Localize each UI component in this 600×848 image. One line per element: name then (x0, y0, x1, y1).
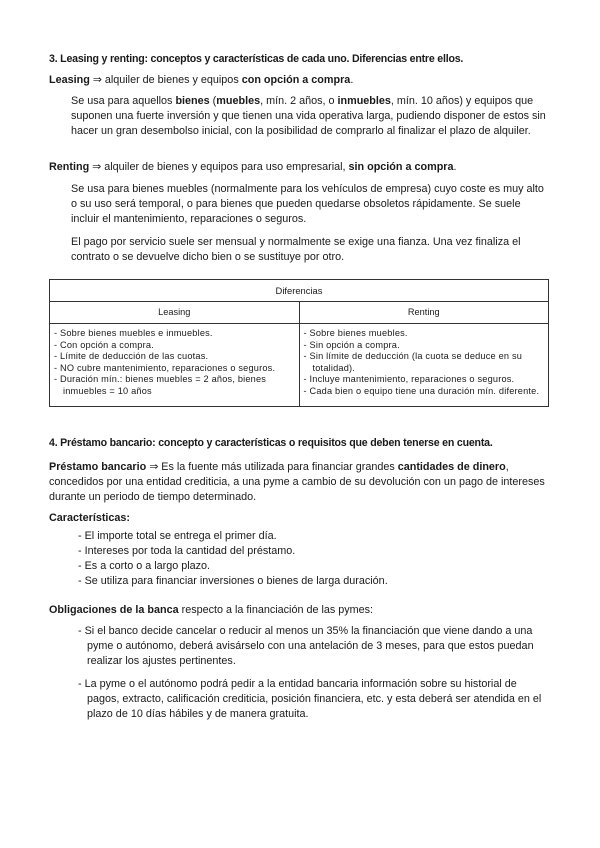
list-item: - Sin opción a compra. (303, 339, 400, 350)
text: respecto a la financiación de las pymes: (178, 604, 374, 616)
obligaciones-list (78, 624, 548, 722)
bold-text: bienes (175, 95, 210, 107)
list-item: - La pyme o el autónomo podrá pedir a la entidad bancaria información sobre su historial de pagos, extracto, calificación crediticia, posición financiera, etc. y esta deberá ser atendida en el plazo de 10 días hábiles y de manera gratuita. (78, 678, 542, 720)
list-item: - Cada bien o equipo tiene una duración mín. diferente. (303, 385, 540, 396)
obligaciones-title (49, 603, 549, 618)
prestamo-definition (49, 460, 549, 505)
section-4-heading: 4. Préstamo bancario: concepto y características o requisitos que deben tenerse en cuenta. (49, 437, 493, 449)
arrow: ⇒ (146, 461, 162, 473)
renting-definition (49, 160, 549, 175)
leasing-detail (71, 94, 551, 139)
list-item: - Sobre bienes muebles. (303, 328, 408, 338)
prestamo-term: Préstamo bancario (49, 461, 147, 473)
renting-list (300, 328, 549, 398)
leasing-def-text: alquiler de bienes y equipos (104, 74, 242, 86)
renting-detail-2: El pago por servicio suele ser mensual y normalmente se exige una fianza. Una vez finaliza el contrato o se devuelve dicho bien o se sustituye por otro. (71, 236, 521, 263)
renting-def-text: alquiler de bienes y equipos para uso empresarial, (104, 161, 349, 173)
caracteristicas-list (78, 529, 548, 589)
bold-text: muebles (216, 95, 261, 107)
list-item: - Duración mín.: bienes muebles = 2 años, bienes inmuebles = 10 años (54, 374, 267, 396)
leasing-def-bold: con opción a compra (241, 74, 351, 86)
text: Es la fuente más utilizada para financiar grandes (161, 461, 398, 473)
arrow: ⇒ (89, 161, 105, 173)
column-header-renting: Renting (299, 302, 549, 324)
column-header-leasing: Leasing (50, 302, 300, 324)
text: , mín. 10 años) y equipos que suponen una fuerte inversión y que tienen una vida operativa larga, pudiendo disponer de estos sin hacer un gran desembolso inicial, con la posibilidad de comprarlo al finalizar el plazo de alquiler. (71, 95, 546, 137)
list-item: - Se utiliza para financiar inversiones o bienes de larga duración. (78, 575, 388, 587)
list-item: - Sin límite de deducción (la cuota se deduce en su totalidad). (303, 351, 523, 373)
leasing-term: Leasing (49, 74, 90, 86)
list-item: - El importe total se entrega el primer día. (78, 530, 277, 542)
renting-detail-1: Se usa para bienes muebles (normalmente para los vehículos de empresa) cuyo coste es muy alto o su uso será temporal, o para bienes que pueden quedarse obsoletos rápidamente. Se suele incluir el mantenimiento, reparaciones o seguros. (71, 183, 544, 225)
list-item: - Sobre bienes muebles e inmuebles. (54, 328, 213, 338)
list-item: - Si el banco decide cancelar o reducir al menos un 35% la financiación que viene dando a una pyme o autónomo, deberá avisárselo con una antelación de 3 meses, para que estos puedan realizar los ajustes pertinentes. (78, 625, 534, 667)
period: . (350, 74, 354, 86)
text: Se usa para aquellos (71, 95, 176, 107)
text: ( (209, 95, 217, 107)
list-item: - Incluye mantenimiento, reparaciones o seguros. (303, 374, 515, 385)
renting-term: Renting (49, 161, 90, 173)
list-item: - Es a corto o a largo plazo. (78, 560, 211, 572)
text: , mín. 2 años, o (260, 95, 338, 107)
differences-table (49, 279, 549, 407)
list-item: - Límite de deducción de las cuotas. (54, 351, 209, 362)
bold-text: Obligaciones de la banca (49, 604, 179, 616)
table-title: Diferencias (50, 280, 549, 302)
list-item: - Intereses por toda la cantidad del préstamo. (78, 545, 296, 557)
caracteristicas-title: Características: (49, 512, 131, 524)
bold-text: inmuebles (337, 95, 391, 107)
renting-def-bold: sin opción a compra (348, 161, 454, 173)
arrow: ⇒ (89, 74, 105, 86)
list-item: - Con opción a compra. (54, 339, 154, 350)
bold-text: cantidades de dinero (397, 461, 506, 473)
leasing-definition (49, 73, 549, 88)
leasing-list (50, 328, 299, 398)
leasing-cell (50, 324, 300, 407)
list-item: - NO cubre mantenimiento, reparaciones o seguros. (54, 362, 276, 373)
text: , concedidos por una entidad crediticia, a una pyme a cambio de su devolución con un pago de intereses durante un periodo de tiempo determinado. (49, 461, 545, 503)
renting-cell (299, 324, 549, 407)
period: . (453, 161, 457, 173)
section-3-heading: 3. Leasing y renting: conceptos y características de cada uno. Diferencias entre ellos. (49, 53, 464, 65)
